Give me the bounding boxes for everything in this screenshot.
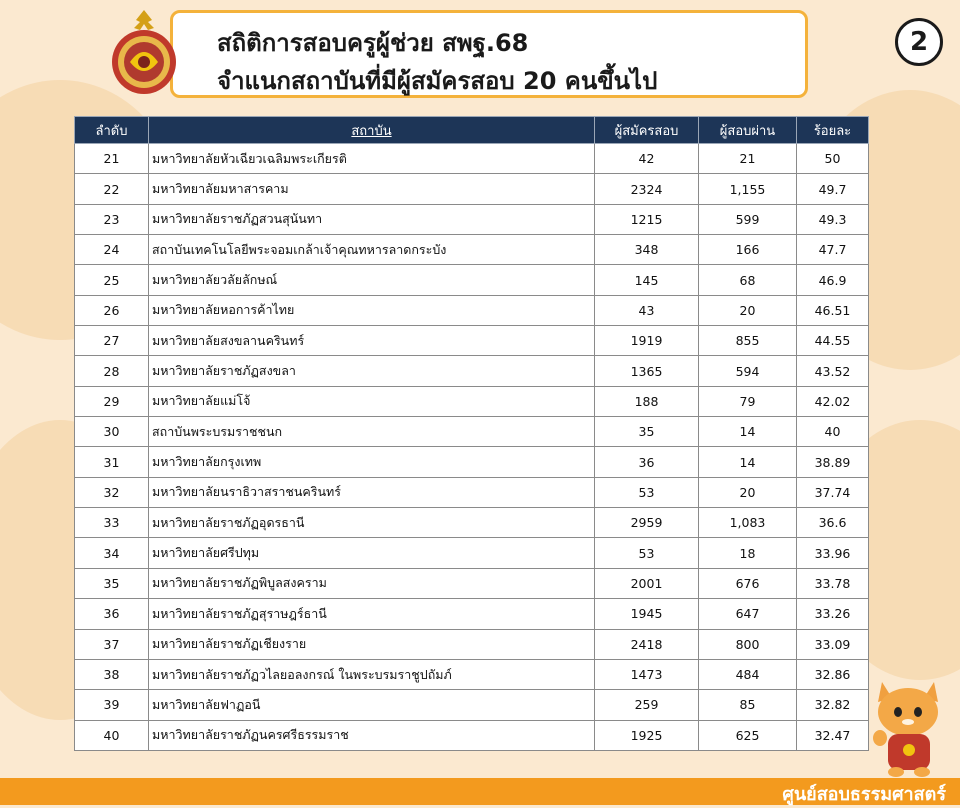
cell-rank: 32 [75,477,149,507]
column-header-applicants: ผู้สมัครสอบ [595,117,699,144]
cell-rank: 22 [75,174,149,204]
cell-institution: มหาวิทยาลัยราชภัฏเชียงราย [149,629,595,659]
page-title: สถิติการสอบครูผู้ช่วย สพฐ.68 [217,29,529,57]
cell-institution: มหาวิทยาลัยราชภัฏนครศรีธรรมราช [149,720,595,750]
cell-institution: มหาวิทยาลัยราชภัฏวไลยอลงกรณ์ ในพระบรมราชูปถัมภ์ [149,659,595,689]
cell-passed: 800 [699,629,797,659]
cell-institution: มหาวิทยาลัยวลัยลักษณ์ [149,265,595,295]
table-row [75,629,869,659]
cell-percent: 37.74 [797,477,869,507]
cell-percent: 44.55 [797,326,869,356]
cell-rank: 34 [75,538,149,568]
table-row [75,265,869,295]
cell-applicants: 1215 [595,204,699,234]
footer-bar [0,778,960,805]
table-row [75,174,869,204]
table-row [75,568,869,598]
cell-institution: มหาวิทยาลัยหัวเฉียวเฉลิมพระเกียรติ [149,144,595,174]
table-row [75,295,869,325]
cell-passed: 166 [699,235,797,265]
cell-passed: 676 [699,568,797,598]
table-row [75,386,869,416]
cell-passed: 14 [699,417,797,447]
cell-institution: มหาวิทยาลัยฟาฏอนี [149,690,595,720]
cell-passed: 647 [699,599,797,629]
cell-percent: 46.9 [797,265,869,295]
cell-applicants: 2001 [595,568,699,598]
cell-rank: 23 [75,204,149,234]
cell-institution: มหาวิทยาลัยแม่โจ้ [149,386,595,416]
statistics-table [74,116,869,751]
cell-rank: 35 [75,568,149,598]
cell-rank: 30 [75,417,149,447]
table-header-row [75,117,869,144]
cell-percent: 36.6 [797,508,869,538]
cell-applicants: 348 [595,235,699,265]
table-row [75,477,869,507]
page-subtitle: จำแนกสถาบันที่มีผู้สมัครสอบ 20 คนขึ้นไป [217,67,658,95]
cell-rank: 37 [75,629,149,659]
cell-institution: มหาวิทยาลัยนราธิวาสราชนครินทร์ [149,477,595,507]
cell-passed: 594 [699,356,797,386]
column-header-passed: ผู้สอบผ่าน [699,117,797,144]
cell-passed: 68 [699,265,797,295]
table-row [75,356,869,386]
cell-applicants: 53 [595,477,699,507]
cell-passed: 18 [699,538,797,568]
footer-brand-text: ศูนย์สอบธรรมศาสตร์ [782,784,946,805]
cell-percent: 32.86 [797,659,869,689]
page-number-badge: 2 [895,18,943,66]
cell-applicants: 43 [595,295,699,325]
cell-rank: 29 [75,386,149,416]
cell-applicants: 35 [595,417,699,447]
cell-passed: 14 [699,447,797,477]
table-row [75,659,869,689]
cell-passed: 20 [699,477,797,507]
cell-institution: มหาวิทยาลัยศรีปทุม [149,538,595,568]
table-row [75,326,869,356]
cell-institution: มหาวิทยาลัยราชภัฏพิบูลสงคราม [149,568,595,598]
cell-percent: 50 [797,144,869,174]
cell-rank: 36 [75,599,149,629]
column-header-percent: ร้อยละ [797,117,869,144]
cell-passed: 79 [699,386,797,416]
column-header-institution: สถาบัน [149,117,595,144]
cell-percent: 32.82 [797,690,869,720]
cell-percent: 43.52 [797,356,869,386]
table-row [75,204,869,234]
cell-rank: 25 [75,265,149,295]
cell-applicants: 188 [595,386,699,416]
cell-percent: 33.96 [797,538,869,568]
table-row [75,235,869,265]
cell-passed: 1,155 [699,174,797,204]
cell-applicants: 1945 [595,599,699,629]
cell-passed: 855 [699,326,797,356]
cell-percent: 33.26 [797,599,869,629]
cell-percent: 42.02 [797,386,869,416]
cell-applicants: 1919 [595,326,699,356]
cat-mascot-icon [868,672,950,778]
cell-percent: 32.47 [797,720,869,750]
cell-passed: 484 [699,659,797,689]
cell-rank: 28 [75,356,149,386]
cell-institution: มหาวิทยาลัยหอการค้าไทย [149,295,595,325]
table-row [75,538,869,568]
cell-percent: 40 [797,417,869,447]
cell-percent: 33.78 [797,568,869,598]
cell-rank: 26 [75,295,149,325]
cell-rank: 33 [75,508,149,538]
cell-institution: มหาวิทยาลัยมหาสารคาม [149,174,595,204]
cell-passed: 1,083 [699,508,797,538]
cell-institution: สถาบันพระบรมราชชนก [149,417,595,447]
cell-applicants: 53 [595,538,699,568]
cell-institution: มหาวิทยาลัยกรุงเทพ [149,447,595,477]
cell-applicants: 2418 [595,629,699,659]
table-row [75,447,869,477]
cell-institution: มหาวิทยาลัยราชภัฏสวนสุนันทา [149,204,595,234]
cell-institution: มหาวิทยาลัยราชภัฏสุราษฎร์ธานี [149,599,595,629]
table-row [75,690,869,720]
cell-rank: 38 [75,659,149,689]
cell-applicants: 2959 [595,508,699,538]
cell-applicants: 259 [595,690,699,720]
cell-percent: 49.3 [797,204,869,234]
cell-passed: 625 [699,720,797,750]
cell-applicants: 36 [595,447,699,477]
cell-applicants: 42 [595,144,699,174]
cell-institution: มหาวิทยาลัยราชภัฏอุดรธานี [149,508,595,538]
cell-applicants: 145 [595,265,699,295]
cell-passed: 599 [699,204,797,234]
garuda-seal-icon [108,6,180,96]
cell-passed: 85 [699,690,797,720]
cell-institution: มหาวิทยาลัยสงขลานครินทร์ [149,326,595,356]
column-header-rank: ลำดับ [75,117,149,144]
cell-percent: 47.7 [797,235,869,265]
table-row [75,417,869,447]
cell-rank: 21 [75,144,149,174]
cell-rank: 39 [75,690,149,720]
cell-rank: 31 [75,447,149,477]
cell-rank: 40 [75,720,149,750]
cell-percent: 46.51 [797,295,869,325]
cell-institution: สถาบันเทคโนโลยีพระจอมเกล้าเจ้าคุณทหารลาดกระบัง [149,235,595,265]
cell-rank: 27 [75,326,149,356]
table-row [75,144,869,174]
cell-rank: 24 [75,235,149,265]
cell-applicants: 1925 [595,720,699,750]
table-row [75,508,869,538]
cell-percent: 49.7 [797,174,869,204]
table-row [75,599,869,629]
title-box [170,10,808,98]
cell-applicants: 1365 [595,356,699,386]
cell-applicants: 1473 [595,659,699,689]
cell-percent: 38.89 [797,447,869,477]
cell-passed: 20 [699,295,797,325]
cell-percent: 33.09 [797,629,869,659]
cell-passed: 21 [699,144,797,174]
cell-applicants: 2324 [595,174,699,204]
cell-institution: มหาวิทยาลัยราชภัฏสงขลา [149,356,595,386]
table-row [75,720,869,750]
